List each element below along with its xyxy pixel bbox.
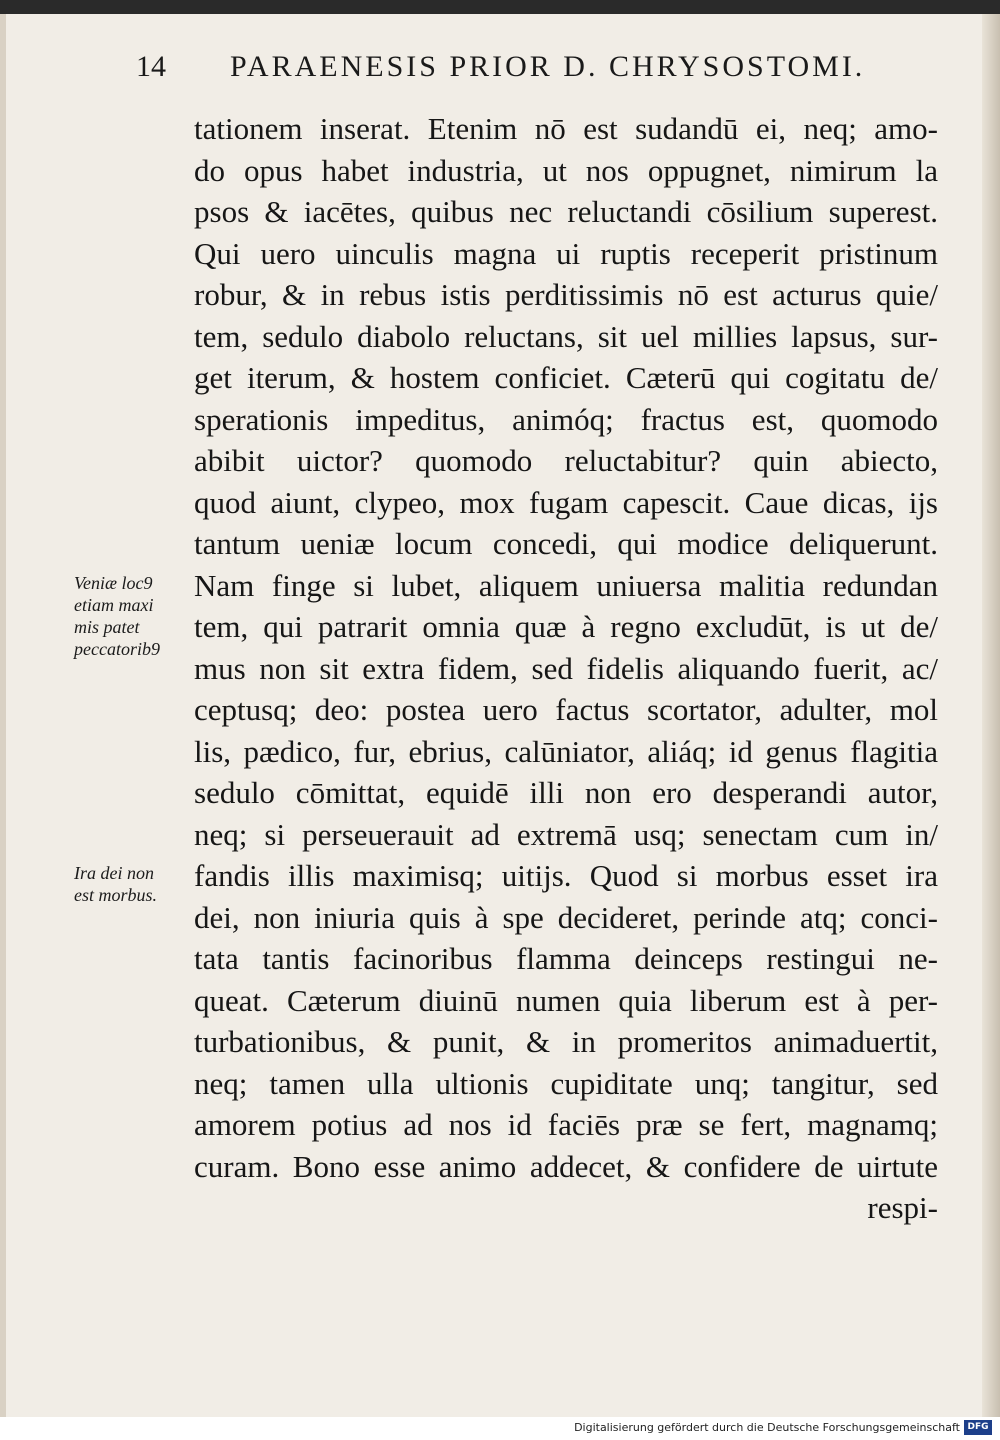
text-line: quod aiunt, clypeo, mox fugam capescit. Caue dicas, ijs xyxy=(194,484,938,520)
footer xyxy=(0,1417,1000,1440)
text-line: tationem inserat. Etenim nō est sudandū ei, neq; amo- xyxy=(194,111,938,146)
running-title: PARAENESIS PRIOR D. CHRYSOSTOMI. xyxy=(230,50,866,83)
text-line: turbationibus, & punit, & in promeritos animaduertit, xyxy=(194,1024,938,1059)
text-line: psos & iacētes, quibus nec reluctandi cōsilium superest. xyxy=(194,194,938,229)
text-line: abibit uictor? quomodo reluctabitur? quin abiecto, xyxy=(194,443,938,478)
text-line: neq; si perseuerauit ad extremā usq; senectam cum in/ xyxy=(194,816,938,852)
text-line: curam. Bono esse animo addecet, & confidere de uirtute xyxy=(194,1148,938,1184)
text-line: Qui uero uinculis magna ui ruptis receperit pristinum xyxy=(194,235,938,271)
text-line: queat. Cæterum diuinū numen quia liberum est à per- xyxy=(194,982,938,1018)
text-line: tata tantis facinoribus flamma deinceps restingui ne- xyxy=(194,941,938,976)
footer-credit: Digitalisierung gefördert durch die Deutsche Forschungsgemeinschaft xyxy=(574,1421,960,1434)
text-line: dei, non iniuria quis à spe decideret, perinde atq; conci- xyxy=(194,899,938,935)
marginal-line: Ira dei non xyxy=(74,863,154,883)
body-text xyxy=(194,108,938,1229)
text-line: do opus habet industria, ut nos oppugnet, nimirum la xyxy=(194,152,938,188)
marginal-line: etiam maxi xyxy=(74,595,154,615)
marginal-line: mis patet xyxy=(74,617,140,637)
text-line: robur, & in rebus istis perditissimis nō est acturus quie/ xyxy=(194,277,938,312)
text-line: sperationis impeditus, animóq; fractus est, quomodo xyxy=(194,401,938,437)
dfg-logo-icon: DFG xyxy=(964,1420,992,1435)
text-line: tantum ueniæ locum concedi, qui modice deliquerunt. xyxy=(194,526,938,561)
text-line: lis, pædico, fur, ebrius, calūniator, aliáq; id genus flagitia xyxy=(194,733,938,769)
marginal-line: Veniæ loc9 xyxy=(74,573,153,593)
marginal-note xyxy=(74,862,194,906)
marginal-line: peccatorib9 xyxy=(74,639,160,659)
text-line: Nam finge si lubet, aliquem uniuersa malitia redundan xyxy=(194,567,938,603)
text-line: sedulo cōmittat, equidē illi non ero desperandi autor, xyxy=(194,775,938,810)
text-line: mus non sit extra fidem, sed fidelis aliquando fuerit, ac/ xyxy=(194,650,938,686)
text-line: ceptusq; deo: postea uero factus scortator, adulter, mol xyxy=(194,692,938,727)
text-line: fandis illis maximisq; uitijs. Quod si morbus esset ira xyxy=(194,858,938,893)
catchword: respi- xyxy=(867,1190,938,1225)
page-number: 14 xyxy=(136,50,166,83)
scan-top-band xyxy=(0,0,1000,14)
text-line: tem, sedulo diabolo reluctans, sit uel millies lapsus, sur- xyxy=(194,318,938,354)
running-head xyxy=(136,50,946,90)
text-line: get iterum, & hostem conficiet. Cæterū qui cogitatu de/ xyxy=(194,360,938,395)
marginal-note xyxy=(74,572,194,660)
text-line: amorem potius ad nos id faciēs præ se fert, magnamq; xyxy=(194,1107,938,1142)
text-line: neq; tamen ulla ultionis cupiditate unq; tangitur, sed xyxy=(194,1065,938,1101)
marginal-line: est morbus. xyxy=(74,885,158,905)
text-line: tem, qui patrarit omnia quæ à regno excludūt, is ut de/ xyxy=(194,609,938,644)
